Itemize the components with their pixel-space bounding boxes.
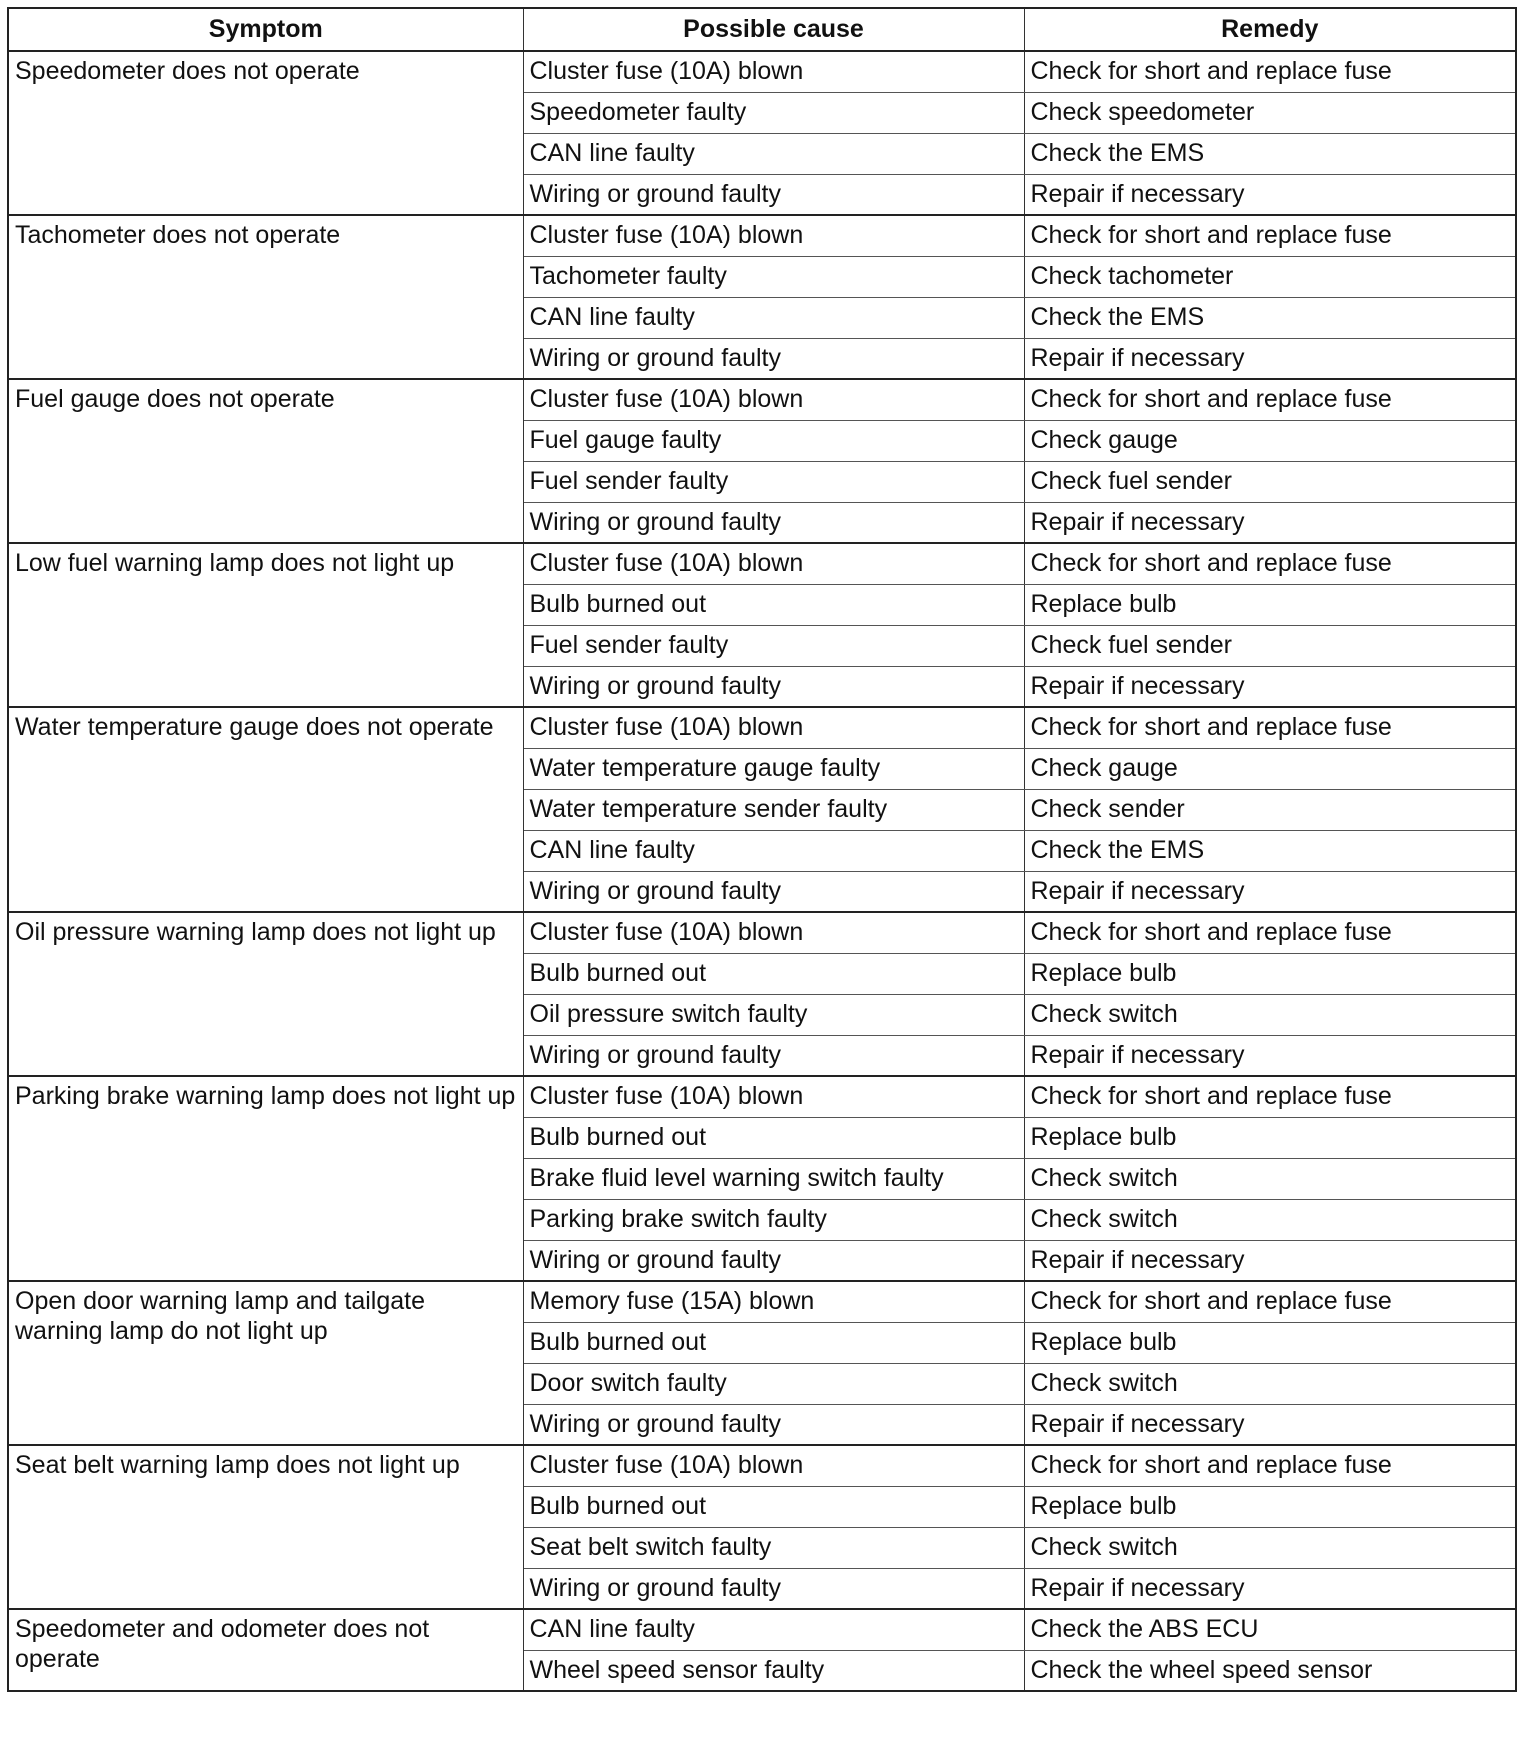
remedy-cell: Check for short and replace fuse — [1024, 912, 1516, 953]
remedy-cell: Check the ABS ECU — [1024, 1609, 1516, 1650]
remedy-cell: Check sender — [1024, 789, 1516, 830]
cause-cell: Brake fluid level warning switch faulty — [523, 1158, 1024, 1199]
cause-cell: Cluster fuse (10A) blown — [523, 51, 1024, 92]
cause-cell: Cluster fuse (10A) blown — [523, 707, 1024, 748]
table-row — [8, 707, 1516, 748]
cause-cell: CAN line faulty — [523, 133, 1024, 174]
cause-cell: Wiring or ground faulty — [523, 871, 1024, 912]
remedy-cell: Check speedometer — [1024, 92, 1516, 133]
cause-cell: Cluster fuse (10A) blown — [523, 215, 1024, 256]
cause-cell: Bulb burned out — [523, 953, 1024, 994]
remedy-cell: Check for short and replace fuse — [1024, 379, 1516, 420]
remedy-cell: Check for short and replace fuse — [1024, 215, 1516, 256]
table-row — [8, 912, 1516, 953]
remedy-cell: Repair if necessary — [1024, 1240, 1516, 1281]
remedy-cell: Repair if necessary — [1024, 1568, 1516, 1609]
cause-cell: Cluster fuse (10A) blown — [523, 543, 1024, 584]
cause-cell: Oil pressure switch faulty — [523, 994, 1024, 1035]
symptom-cell: Speedometer does not operate — [8, 51, 523, 215]
header-symptom: Symptom — [8, 8, 523, 51]
remedy-cell: Check gauge — [1024, 748, 1516, 789]
remedy-cell: Check fuel sender — [1024, 461, 1516, 502]
cause-cell: CAN line faulty — [523, 830, 1024, 871]
cause-cell: Bulb burned out — [523, 1117, 1024, 1158]
remedy-cell: Check switch — [1024, 1363, 1516, 1404]
remedy-cell: Repair if necessary — [1024, 871, 1516, 912]
remedy-cell: Repair if necessary — [1024, 1035, 1516, 1076]
cause-cell: Wiring or ground faulty — [523, 338, 1024, 379]
remedy-cell: Replace bulb — [1024, 953, 1516, 994]
cause-cell: Seat belt switch faulty — [523, 1527, 1024, 1568]
table-row — [8, 1281, 1516, 1322]
cause-cell: Speedometer faulty — [523, 92, 1024, 133]
cause-cell: Wiring or ground faulty — [523, 174, 1024, 215]
remedy-cell: Check the EMS — [1024, 297, 1516, 338]
symptom-cell: Water temperature gauge does not operate — [8, 707, 523, 912]
header-row — [8, 8, 1516, 51]
symptom-cell: Seat belt warning lamp does not light up — [8, 1445, 523, 1609]
remedy-cell: Check gauge — [1024, 420, 1516, 461]
remedy-cell: Replace bulb — [1024, 1322, 1516, 1363]
remedy-cell: Repair if necessary — [1024, 666, 1516, 707]
table-body — [8, 51, 1516, 1691]
cause-cell: Cluster fuse (10A) blown — [523, 379, 1024, 420]
cause-cell: Wiring or ground faulty — [523, 1035, 1024, 1076]
cause-cell: Bulb burned out — [523, 1322, 1024, 1363]
cause-cell: CAN line faulty — [523, 1609, 1024, 1650]
remedy-cell: Replace bulb — [1024, 584, 1516, 625]
remedy-cell: Check the EMS — [1024, 133, 1516, 174]
troubleshooting-table-container — [7, 7, 1517, 1692]
cause-cell: Bulb burned out — [523, 584, 1024, 625]
table-row — [8, 1445, 1516, 1486]
remedy-cell: Check the EMS — [1024, 830, 1516, 871]
table-row — [8, 379, 1516, 420]
symptom-cell: Parking brake warning lamp does not light up — [8, 1076, 523, 1281]
header-possible-cause: Possible cause — [523, 8, 1024, 51]
cause-cell: Wheel speed sensor faulty — [523, 1650, 1024, 1691]
symptom-cell: Oil pressure warning lamp does not light up — [8, 912, 523, 1076]
remedy-cell: Check tachometer — [1024, 256, 1516, 297]
table-row — [8, 543, 1516, 584]
cause-cell: Door switch faulty — [523, 1363, 1024, 1404]
cause-cell: CAN line faulty — [523, 297, 1024, 338]
cause-cell: Bulb burned out — [523, 1486, 1024, 1527]
symptom-cell: Tachometer does not operate — [8, 215, 523, 379]
cause-cell: Parking brake switch faulty — [523, 1199, 1024, 1240]
symptom-cell: Low fuel warning lamp does not light up — [8, 543, 523, 707]
remedy-cell: Repair if necessary — [1024, 174, 1516, 215]
cause-cell: Cluster fuse (10A) blown — [523, 912, 1024, 953]
remedy-cell: Check the wheel speed sensor — [1024, 1650, 1516, 1691]
table-header — [8, 8, 1516, 51]
remedy-cell: Repair if necessary — [1024, 338, 1516, 379]
remedy-cell: Check fuel sender — [1024, 625, 1516, 666]
remedy-cell: Check for short and replace fuse — [1024, 1445, 1516, 1486]
troubleshooting-table — [7, 7, 1517, 1692]
cause-cell: Fuel sender faulty — [523, 461, 1024, 502]
cause-cell: Cluster fuse (10A) blown — [523, 1445, 1024, 1486]
remedy-cell: Replace bulb — [1024, 1117, 1516, 1158]
remedy-cell: Check for short and replace fuse — [1024, 51, 1516, 92]
remedy-cell: Check for short and replace fuse — [1024, 543, 1516, 584]
table-row — [8, 1609, 1516, 1650]
remedy-cell: Repair if necessary — [1024, 502, 1516, 543]
remedy-cell: Check switch — [1024, 1158, 1516, 1199]
cause-cell: Wiring or ground faulty — [523, 1240, 1024, 1281]
cause-cell: Fuel gauge faulty — [523, 420, 1024, 461]
symptom-cell: Open door warning lamp and tailgate warning lamp do not light up — [8, 1281, 523, 1445]
cause-cell: Water temperature sender faulty — [523, 789, 1024, 830]
remedy-cell: Check switch — [1024, 994, 1516, 1035]
table-row — [8, 1076, 1516, 1117]
cause-cell: Memory fuse (15A) blown — [523, 1281, 1024, 1322]
symptom-cell: Speedometer and odometer does not operate — [8, 1609, 523, 1691]
remedy-cell: Check for short and replace fuse — [1024, 1076, 1516, 1117]
cause-cell: Water temperature gauge faulty — [523, 748, 1024, 789]
cause-cell: Wiring or ground faulty — [523, 1568, 1024, 1609]
remedy-cell: Check switch — [1024, 1527, 1516, 1568]
cause-cell: Wiring or ground faulty — [523, 502, 1024, 543]
cause-cell: Wiring or ground faulty — [523, 1404, 1024, 1445]
table-row — [8, 215, 1516, 256]
cause-cell: Tachometer faulty — [523, 256, 1024, 297]
remedy-cell: Replace bulb — [1024, 1486, 1516, 1527]
remedy-cell: Check for short and replace fuse — [1024, 707, 1516, 748]
cause-cell: Fuel sender faulty — [523, 625, 1024, 666]
header-remedy: Remedy — [1024, 8, 1516, 51]
cause-cell: Wiring or ground faulty — [523, 666, 1024, 707]
cause-cell: Cluster fuse (10A) blown — [523, 1076, 1024, 1117]
symptom-cell: Fuel gauge does not operate — [8, 379, 523, 543]
table-row — [8, 51, 1516, 92]
remedy-cell: Repair if necessary — [1024, 1404, 1516, 1445]
remedy-cell: Check switch — [1024, 1199, 1516, 1240]
remedy-cell: Check for short and replace fuse — [1024, 1281, 1516, 1322]
